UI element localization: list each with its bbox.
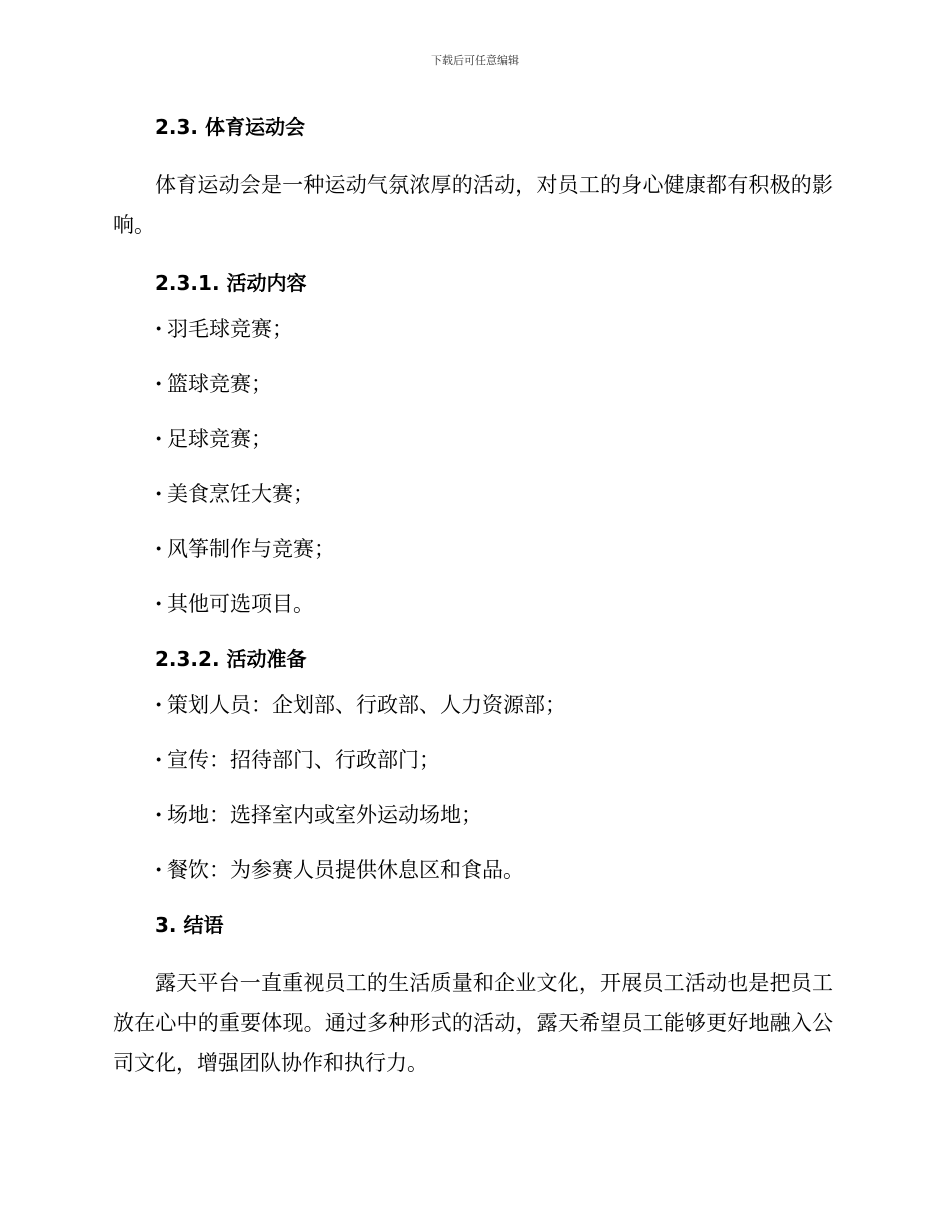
list-item-text: 策划人员：企划部、行政部、人力资源部；	[167, 693, 566, 717]
list-item	[155, 532, 833, 566]
list-item	[155, 422, 833, 456]
bullet-marker: ·	[155, 426, 163, 451]
bullet-marker: ·	[155, 692, 163, 717]
bullet-marker: ·	[155, 857, 163, 882]
bullet-marker: ·	[155, 481, 163, 506]
list-item	[155, 367, 833, 401]
list-item	[155, 798, 833, 832]
document-body	[113, 110, 833, 1083]
list-item-text: 其他可选项目。	[167, 592, 314, 616]
section-2-3-paragraph: 体育运动会是一种运动气氛浓厚的活动，对员工的身心健康都有积极的影响。	[113, 173, 833, 237]
section-heading-2-3-1: 2.3.1. 活动内容	[155, 271, 307, 295]
list-item-text: 羽毛球竞赛；	[167, 317, 293, 341]
section-3-paragraph: 露天平台一直重视员工的生活质量和企业文化，开展员工活动也是把员工放在心中的重要体现。通过多种形式的活动，露天希望员工能够更好地融入公司文化，增强团队协作和执行力。	[113, 971, 833, 1075]
list-item-text: 风筝制作与竞赛；	[167, 537, 335, 561]
section-heading-2-3-2: 2.3.2. 活动准备	[155, 647, 307, 671]
bullet-marker: ·	[155, 802, 163, 827]
list-item-text: 足球竞赛；	[167, 427, 272, 451]
list-item-text: 餐饮：为参赛人员提供休息区和食品。	[167, 858, 524, 882]
bullet-marker: ·	[155, 371, 163, 396]
list-item	[155, 743, 833, 777]
list-item	[155, 853, 833, 887]
bullet-marker: ·	[155, 536, 163, 561]
list-item-text: 场地：选择室内或室外运动场地；	[167, 803, 482, 827]
bullet-marker: ·	[155, 747, 163, 772]
section-heading-2-3: 2.3. 体育运动会	[155, 115, 305, 139]
list-item	[155, 477, 833, 511]
list-item	[155, 312, 833, 346]
bullet-marker: ·	[155, 591, 163, 616]
list-item-text: 宣传：招待部门、行政部门；	[167, 748, 440, 772]
list-item	[155, 587, 833, 621]
section-heading-3: 3. 结语	[155, 913, 224, 937]
list-item-text: 美食烹饪大赛；	[167, 482, 314, 506]
list-item	[155, 688, 833, 722]
page-header: 下载后可任意编辑	[431, 54, 519, 67]
bullet-marker: ·	[155, 316, 163, 341]
list-item-text: 篮球竞赛；	[167, 372, 272, 396]
